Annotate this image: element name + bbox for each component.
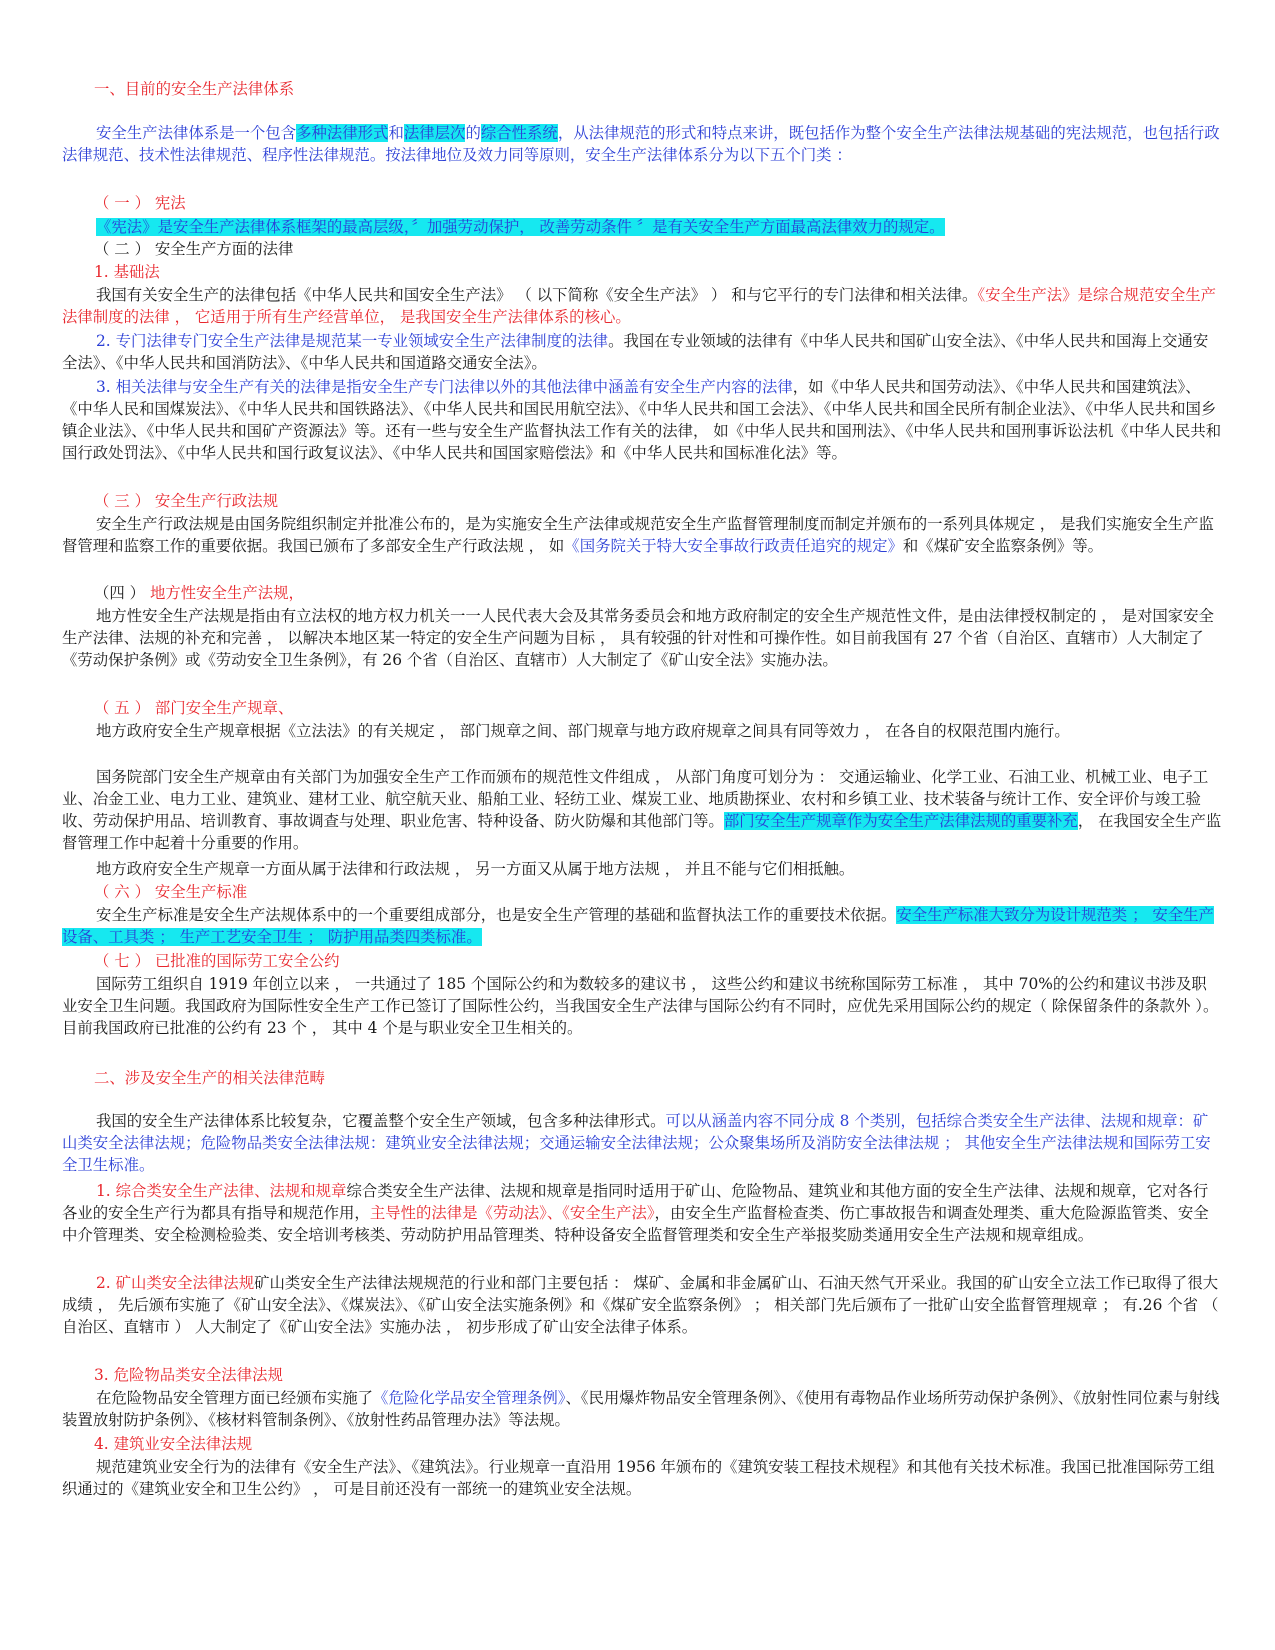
standards-title: （ 六 ） 安全生产标准: [94, 883, 248, 901]
section2-intro: 我国的安全生产法律体系比较复杂，它覆盖整个安全生产领域，包含多种法律形式。可以从涵盖内容不同分成 8 个类别，包括综合类安全生产法律、法规和规章：矿山类安全法律法规；危险物品类安全法律法规：建筑业安全法律法规；交通运输安全法律法规；公众聚集场所及消防安全法律法规 ； 其他安全生产法律法规和国际劳工安全卫生标准。: [62, 1112, 1211, 1174]
special-law-text: 2. 专门法律专门安全生产法律是规范某一专业领域安全生产法律制度的法律。我国在专业领域的法律有《中华人民共和国矿山安全法》、《中华人民共和国海上交通安全法》、《中华人民共和国消防法》、《中华人民共和国道路交通安全法》。: [62, 332, 1209, 372]
section1-intro: 安全生产法律体系是一个包含多种法律形式和法律层次的综合性系统，从法律规范的形式和特点来讲，既包括作为整个安全生产法律法规基础的宪法规范，也包括行政法律规范、技术性法律规范、程序性法律规范。按法律地位及效力同等原则，安全生产法律体系分为以下五个门类 ：: [62, 124, 1220, 164]
basic-law-text: 我国有关安全生产的法律包括《中华人民共和国安全生产法》 （ 以下简称《安全生产法》 ） 和与它平行的专门法律和相关法律。《安全生产法》是综合规范安全生产法律制度的法律 ， 它适用于所有生产经营单位， 是我国安全生产法律体系的核心。: [62, 286, 1217, 326]
construction-text: 规范建筑业安全行为的法律有《安全生产法》、《建筑法》。行业规章一直沿用 1956 年颁布的《建筑安装工程技术规程》和其他有关技术标准。我国已批准国际劳工组织通过的《建筑业安全和卫生公约》 ， 可是目前还没有一部统一的建筑业安全法规。: [62, 1458, 1215, 1498]
admin-regs-text: 安全生产行政法规是由国务院组织制定并批准公布的，是为实施安全生产法律或规范安全生产监督管理制度而制定并颁布的一系列具体规定 ， 是我们实施安全生产监督管理和监察工作的重要依据。我国已颁布了多部安全生产行政法规 ， 如《国务院关于特大安全事故行政责任追究的规定》和《煤矿安全监察条例》等。: [62, 515, 1214, 555]
basic-law-title: 1. 基础法: [94, 263, 160, 281]
comprehensive-text: 1. 综合类安全生产法律、法规和规章综合类安全生产法律、法规和规章是指同时适用于矿山、危险物品、建筑业和其他方面的安全生产法律、法规和规章，它对各行各业的安全生产行为都具有指导和规范作用，主导性的法律是《劳动法》、《安全生产法》，由安全生产监督检查类、伤亡事故报告和调查处理类、重大危险源监管类、安全中介管理类、安全检测检验类、安全培训考核类、劳动防护用品管理类、特种设备安全监督管理类和安全生产举报奖励类通用安全生产法规和规章组成。: [62, 1182, 1209, 1244]
section1-title: 一、目前的安全生产法律体系: [94, 80, 295, 98]
mining-text: 2. 矿山类安全法律法规矿山类安全生产法律法规规范的行业和部门主要包括 ： 煤矿、金属和非金属矿山、石油天然气开采业。我国的矿山安全立法工作已取得了很大成绩 ， 先后颁布实施了《矿山安全法》、《煤炭法》、《矿山安全法实施条例》和《煤矿安全监察条例》 ； 相关部门先后颁布了一批矿山安全监督管理规章 ； 有.26 个省 （ 自治区、直辖市 ） 人大制定了《矿山安全法》实施办法 ， 初步形成了矿山安全法律子体系。: [62, 1274, 1219, 1336]
hazardous-title: 3. 危险物品类安全法律法规: [94, 1366, 283, 1384]
dept-rules-text1: 地方政府安全生产规章根据《立法法》的有关规定 ， 部门规章之间、部门规章与地方政府规章之间具有同等效力 ， 在各自的权限范围内施行。: [96, 722, 1070, 740]
standards-text: 安全生产标准是安全生产法规体系中的一个重要组成部分，也是安全生产管理的基础和监督执法工作的重要技术依据。安全生产标准大致分为设计规范类 ； 安全生产设备、工具类 ； 生产工艺安全卫生 ； 防护用品类四类标准。: [62, 906, 1214, 946]
laws-title: （ 二 ） 安全生产方面的法律: [94, 240, 294, 258]
section2-title: 二、涉及安全生产的相关法律范畴: [94, 1069, 325, 1087]
local-regs-title: （四 ） 地方性安全生产法规，: [94, 584, 304, 602]
dept-rules-title: （ 五 ） 部门安全生产规章、: [94, 699, 294, 717]
construction-title: 4. 建筑业安全法律法规: [94, 1435, 253, 1453]
ilo-text: 国际劳工组织自 1919 年创立以来 ， 一共通过了 185 个国际公约和为数较多的建议书 ， 这些公约和建议书统称国际劳工标准 ， 其中 70%的公约和建议书涉及职业安全卫生问题。我国政府为国际性安全生产工作已签订了国际性公约，当我国安全生产法律与国际公约有不同时，应优先采用国际公约的规定（ 除保留条件的条款外 ）。目前我国政府已批准的公约有 23 个 ， 其中 4 个是与职业安全卫生相关的。: [62, 975, 1219, 1037]
ilo-title: （ 七 ） 已批准的国际劳工安全公约: [94, 952, 340, 970]
constitution-title: （ 一 ） 宪法: [94, 194, 186, 212]
related-law-text: 3. 相关法律与安全生产有关的法律是指安全生产专门法律以外的其他法律中涵盖有安全生产内容的法律，如《中华人民共和国劳动法》、《中华人民共和国建筑法》、《中华人民和国煤炭法》、《中华人民共和国铁路法》、《中华人民共和国民用航空法》、《中华人民共和国工会法》、《中华人民共和国全民所有制企业法》、《中华人民共和国乡镇企业法》、《中华人民共和国矿产资源法》等。还有一些与安全生产监督执法工作有关的法律， 如《中华人民共和国刑法》、《中华人民共和国刑事诉讼法机《中华人民共和国行政处罚法》、《中华人民共和国行政复议法》、《中华人民共和国国家赔偿法》和《中华人民共和国标准化法》等。: [62, 378, 1222, 462]
constitution-text: 《宪法》是安全生产法律体系框架的最高层级，〞加强劳动保护， 改善劳动条件 〞是有关安全生产方面最高法律效力的规定。: [96, 218, 945, 236]
local-regs-text: 地方性安全生产法规是指由有立法权的地方权力机关一一人民代表大会及其常务委员会和地方政府制定的安全生产规范性文件，是由法律授权制定的 ， 是对国家安全生产法律、法规的补充和完善 ， 以解决本地区某一特定的安全生产问题为目标 ， 具有较强的针对性和可操作性。如目前我国有 27 个省（自治区、直辖市）人大制定了《劳动保护条例》或《劳动安全卫生条例》，有 26 个省（自治区、直辖市）人大制定了《矿山安全法》实施办法。: [62, 607, 1214, 669]
hazardous-text: 在危险物品安全管理方面已经颁布实施了《危险化学品安全管理条例》、《民用爆炸物品安全管理条例》、《使用有毒物品作业场所劳动保护条例》、《放射性同位素与射线装置放射防护条例》、《核材料管制条例》、《放射性药品管理办法》等法规。: [62, 1389, 1220, 1429]
dept-rules-text2: 国务院部门安全生产规章由有关部门为加强安全生产工作而颁布的规范性文件组成 ， 从部门角度可划分为 ： 交通运输业、化学工业、石油工业、机械工业、电子工业、冶金工业、电力工业、建筑业、建材工业、航空航天业、船舶工业、轻纺工业、煤炭工业、地质勘探业、农村和乡镇工业、技术装备与统计工作、安全评价与竣工验收、劳动保护用品、培训教育、事故调查与处理、职业危害、特种设备、防火防爆和其他部门等。部门安全生产规章作为安全生产法律法规的重要补充， 在我国安全生产监督管理工作中起着十分重要的作用。: [62, 768, 1222, 852]
dept-rules-text3: 地方政府安全生产规章一方面从属于法律和行政法规 ， 另一方面又从属于地方法规 ， 并且不能与它们相抵触。: [96, 860, 855, 878]
admin-regs-title: （ 三 ） 安全生产行政法规: [94, 492, 278, 510]
